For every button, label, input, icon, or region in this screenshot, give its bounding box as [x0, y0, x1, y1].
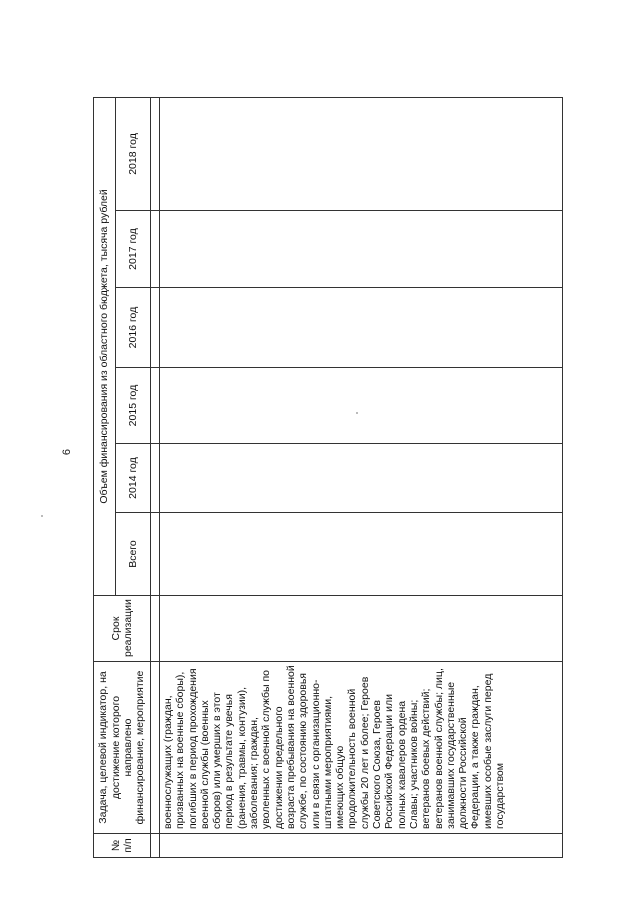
header-2018: 2018 год — [116, 97, 151, 210]
description-line: военной службы (военных — [198, 700, 211, 829]
funding-table — [93, 97, 563, 858]
description-line: Советского Союза, Героев — [371, 700, 384, 829]
cell-2017 — [160, 211, 563, 288]
cell-2015 — [160, 368, 563, 444]
header-term-text: Срок реализации — [109, 599, 134, 657]
header-row — [94, 97, 116, 857]
cell-description — [160, 662, 563, 834]
description-line: Российской Федерации или — [383, 694, 396, 829]
header-2016: 2016 год — [116, 288, 151, 368]
header-task — [94, 662, 151, 834]
description-line: Славы; участников войны; — [407, 699, 420, 829]
description-line: ветеранов военной службы; лиц, — [432, 668, 445, 829]
blank-row — [151, 97, 160, 857]
header-2015: 2015 год — [116, 368, 151, 444]
description-line: ветеранов боевых действий; — [420, 688, 433, 829]
description-line: военнослужащих (граждан, — [162, 695, 174, 829]
header-2017: 2017 год — [116, 211, 151, 288]
header-num — [94, 834, 151, 858]
header-term — [94, 596, 151, 662]
table-row — [160, 97, 563, 857]
cell-total — [160, 513, 563, 596]
description-line: погибших в период прохождения — [186, 668, 199, 829]
description-line: службе, по состоянию здоровья — [297, 673, 310, 829]
header-funding: Объем финансирования из областного бюджета, тысяча рублей — [94, 97, 116, 595]
description-line: Федерации, а также граждан, — [469, 685, 482, 829]
rotated-table-container — [93, 68, 575, 858]
description-line: или в связи с организационно- — [309, 679, 322, 829]
cell-num — [160, 834, 563, 858]
header-total: Всего — [116, 513, 151, 596]
description-line: полных кавалеров ордена — [395, 700, 408, 829]
cell-2016 — [160, 288, 563, 368]
description-line: сборов) или умерших в этот — [211, 692, 224, 829]
header-num-text: № п/п — [109, 838, 134, 853]
cell-2014 — [160, 444, 563, 513]
header-2014: 2014 год — [116, 444, 151, 513]
scan-speck — [41, 515, 43, 517]
description-line: службы 20 лет и более; Героев — [358, 676, 371, 829]
page-number: 6 — [61, 448, 73, 456]
description-line: возраста пребывания на военной — [284, 665, 297, 829]
cell-2018 — [160, 97, 563, 210]
description-line: занимавших государственные — [444, 681, 457, 829]
description-line: имеющих общую — [334, 745, 347, 829]
description-line: государством — [494, 763, 507, 829]
description-line: имевших особые заслуги перед — [481, 673, 494, 829]
description-line: штатными мероприятиями, — [321, 695, 334, 829]
description-line: должности Российской — [457, 717, 470, 829]
scan-speck — [356, 412, 358, 414]
description-line: (ранения, травмы, контузии), — [235, 686, 248, 829]
description-line: продолжительность военной — [346, 688, 359, 829]
description-line: период в результате увечья — [223, 694, 236, 829]
description-line: уволенных с военной службы по — [260, 669, 273, 829]
description-line: заболевания; граждан, — [248, 717, 261, 829]
description-line: достижении предельного — [272, 706, 285, 829]
header-task-text: Задача, целевой индикатор, на достижение которого направлено финансирование, мероприятие — [97, 670, 147, 825]
cell-term — [160, 596, 563, 662]
description-line: призванных на военные сборы), — [174, 671, 187, 829]
